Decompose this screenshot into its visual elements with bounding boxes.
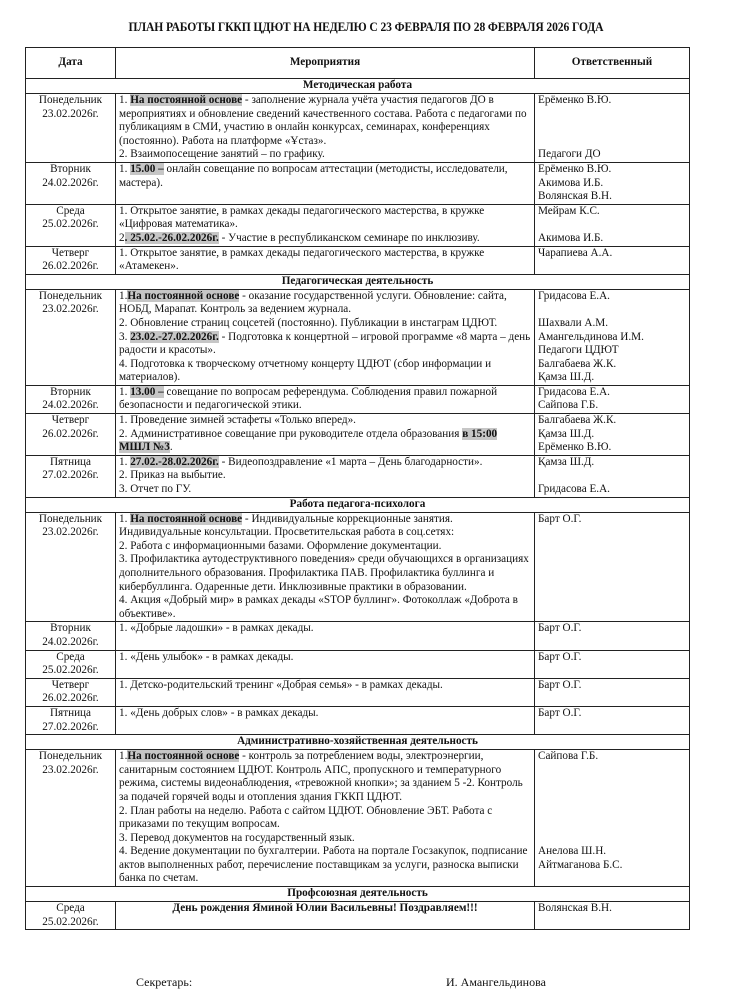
spacer xyxy=(538,108,686,122)
spacer xyxy=(538,805,686,819)
header-responsible: Ответственный xyxy=(535,48,690,79)
table-row xyxy=(26,706,690,734)
events-cell xyxy=(116,706,535,734)
work-plan-table xyxy=(25,47,690,930)
event-number: 2 xyxy=(119,231,125,244)
event-item xyxy=(119,317,531,331)
responsible-person: Педагоги ЦДЮТ xyxy=(538,344,619,357)
events-cell xyxy=(116,162,535,204)
table-row xyxy=(26,650,690,678)
responsible-person: Барт О.Г. xyxy=(538,706,582,719)
date-value: 24.02.2026г. xyxy=(42,399,99,412)
event-text: 3. Отчет по ГУ. xyxy=(119,483,192,496)
responsible-person: Қамза Ш.Д. xyxy=(538,455,595,468)
responsible-person: Балгабаева Ж.К. xyxy=(538,414,617,427)
responsible-cell xyxy=(535,650,690,678)
responsible-cell xyxy=(535,94,690,163)
date-cell xyxy=(26,706,116,734)
responsible-person: Акимова И.Б. xyxy=(538,176,604,189)
date-cell xyxy=(26,650,116,678)
responsible-person: Акимова И.Б. xyxy=(538,231,604,244)
secretary-label: Секретарь: xyxy=(136,975,193,989)
day-name: Вторник xyxy=(50,162,91,175)
section-header-row xyxy=(26,497,690,512)
event-text: 1. «День улыбок» - в рамках декады. xyxy=(119,650,294,663)
event-text: - контроль за потреблением воды, электроэнергии, санитарным состоянием ЦДЮТ. Контроль АПС, пропускного и температурного режима, системы видеонаблюдения, «тревожной кнопки»; за зданием 5 -2. Контроль за подачей горячей воды и отопления здания ГККП ЦДЮТ. xyxy=(119,750,523,803)
date-cell xyxy=(26,204,116,246)
responsible-person: Қамза Ш.Д. xyxy=(538,371,595,384)
table-header-row xyxy=(26,48,690,79)
spacer xyxy=(538,121,686,135)
highlighted-text: 15.00 – xyxy=(130,162,164,175)
event-item xyxy=(119,540,531,554)
secretary-name: И. Амангельдинова xyxy=(446,975,546,989)
table-row xyxy=(26,162,690,204)
event-item xyxy=(119,513,531,540)
event-item xyxy=(119,483,531,497)
highlighted-text: На постоянной основе xyxy=(130,512,243,525)
event-text: 1. Открытое занятие, в рамках декады педагогического мастерства, в кружке «Цифровая математика». xyxy=(119,204,485,231)
event-text: - Видеопоздравление «1 марта – День благодарности». xyxy=(218,455,483,468)
table-row xyxy=(26,289,690,385)
responsible-cell xyxy=(535,750,690,887)
event-text: - Индивидуальные коррекционные занятия. Индивидуальные консультации. Просветительская работа в соц.сетях: xyxy=(119,512,455,539)
event-text: 4. Подготовка к творческому отчетному концерту ЦДЮТ (сбор информации и материалов). xyxy=(119,357,492,384)
date-value: 27.02.2026г. xyxy=(42,720,99,733)
section-title: Педагогическая деятельность xyxy=(26,274,690,289)
date-value: 26.02.2026г. xyxy=(42,427,99,440)
responsible-cell xyxy=(535,455,690,497)
responsible-person: Ерёменко В.Ю. xyxy=(538,162,612,175)
event-text: - оказание государственной услуги. Обновление: сайта, НОБД, Марапат. Контроль за ведением журнала. xyxy=(119,289,507,316)
spacer xyxy=(538,135,686,149)
document-title: ПЛАН РАБОТЫ ГККП ЦДЮТ НА НЕДЕЛЮ С 23 ФЕВРАЛЯ ПО 28 ФЕВРАЛЯ 2026 ГОДА xyxy=(128,20,604,34)
day-name: Среда xyxy=(56,650,85,663)
responsible-person: Волянская В.Н. xyxy=(538,902,612,915)
event-text: 1. Детско-родительский тренинг «Добрая семья» - в рамках декады. xyxy=(119,678,443,691)
spacer xyxy=(538,791,686,805)
section-title: Работа педагога-психолога xyxy=(26,497,690,512)
day-name: Четверг xyxy=(51,414,90,427)
day-name: Вторник xyxy=(50,385,91,398)
date-cell xyxy=(26,622,116,650)
event-text: 2. Административное совещание при руководителе отдела образования xyxy=(119,427,463,440)
event-number: 1. xyxy=(119,512,131,525)
event-item xyxy=(119,148,531,162)
event-item xyxy=(119,428,531,455)
responsible-person: Педагоги ДО xyxy=(538,148,601,161)
event-text: - заполнение журнала учёта участия педагогов ДО в мероприятиях и обновление сведений качественного состава. Работа с педагогами по публикациям в СМИ, участию в онлайн конкурсах, семинарах, конференциях (постоянно). Работа на платформе «Ұстаз». xyxy=(119,94,527,147)
event-item xyxy=(119,651,531,665)
event-text: День рождения Яминой Юлии Васильевны! Поздравляем!!! xyxy=(172,902,478,915)
responsible-person: Сайпова Г.Б. xyxy=(538,399,599,412)
event-text: 2. Приказ на выбытие. xyxy=(119,469,226,482)
event-number: 1. xyxy=(119,385,131,398)
event-item xyxy=(119,594,531,621)
events-cell xyxy=(116,650,535,678)
responsible-person: Шахвали А.М. xyxy=(538,316,609,329)
events-cell xyxy=(116,204,535,246)
spacer xyxy=(538,818,686,832)
event-text: 4. Акция «Добрый мир» в рамках декады «STOP буллинг». Фотоколлаж «Доброта в объективе». xyxy=(119,594,518,620)
responsible-cell xyxy=(535,246,690,274)
highlighted-text: На постоянной основе xyxy=(127,750,240,763)
responsible-person: Гридасова Е.А. xyxy=(538,289,610,302)
date-value: 25.02.2026г. xyxy=(42,218,99,231)
date-value: 26.02.2026г. xyxy=(42,260,99,273)
responsible-person: Ерёменко В.Ю. xyxy=(538,94,612,106)
event-text: - Участие в республиканском семинаре по инклюзиву. xyxy=(218,231,480,244)
day-name: Понедельник xyxy=(38,94,103,106)
event-item xyxy=(119,290,531,317)
date-cell xyxy=(26,455,116,497)
event-item xyxy=(119,805,531,832)
event-item xyxy=(119,622,531,636)
highlighted-text: На постоянной основе xyxy=(130,94,243,106)
spacer xyxy=(538,218,686,232)
day-name: Четверг xyxy=(51,678,90,691)
date-value: 25.02.2026г. xyxy=(42,915,99,928)
day-name: Пятница xyxy=(49,706,92,719)
date-value: 23.02.2026г. xyxy=(42,526,99,539)
event-item xyxy=(119,845,531,886)
responsible-person: Ерёменко В.Ю. xyxy=(538,441,612,454)
highlighted-text: 23.02.-27.02.2026г. xyxy=(130,330,219,343)
events-cell xyxy=(116,678,535,706)
table-row xyxy=(26,455,690,497)
table-row xyxy=(26,204,690,246)
responsible-person: Сайпова Г.Б. xyxy=(538,750,599,763)
date-value: 23.02.2026г. xyxy=(42,763,99,776)
responsible-cell xyxy=(535,414,690,456)
date-cell xyxy=(26,94,116,163)
date-cell xyxy=(26,289,116,385)
date-value: 24.02.2026г. xyxy=(42,635,99,648)
responsible-cell xyxy=(535,385,690,413)
event-text: 2. Работа с информационными базами. Оформление документации. xyxy=(119,539,442,552)
responsible-person: Мейрам К.С. xyxy=(538,204,600,217)
section-header-row xyxy=(26,79,690,94)
date-value: 26.02.2026г. xyxy=(42,692,99,705)
responsible-person: Волянская В.Н. xyxy=(538,190,612,203)
responsible-person: Гридасова Е.А. xyxy=(538,385,610,398)
highlighted-text: 13.00 – xyxy=(130,385,164,398)
table-row xyxy=(26,622,690,650)
table-row xyxy=(26,94,690,163)
events-cell xyxy=(116,414,535,456)
date-cell xyxy=(26,414,116,456)
responsible-person: Чарапиева А.А. xyxy=(538,246,613,259)
events-cell xyxy=(116,94,535,163)
event-number: 1. xyxy=(119,162,131,175)
event-number: 3. xyxy=(119,330,131,343)
event-item xyxy=(119,679,531,693)
event-item xyxy=(119,707,531,721)
responsible-cell xyxy=(535,902,690,930)
event-text: 1. «День добрых слов» - в рамках декады. xyxy=(119,706,319,719)
day-name: Пятница xyxy=(49,455,92,468)
spacer xyxy=(538,764,686,778)
date-value: 25.02.2026г. xyxy=(42,664,99,677)
highlighted-text: 27.02.-28.02.2026г. xyxy=(130,455,219,468)
event-item xyxy=(119,456,531,470)
date-cell xyxy=(26,385,116,413)
event-text: 3. Перевод документов на государственный язык. xyxy=(119,831,355,844)
day-name: Понедельник xyxy=(38,512,103,525)
spacer xyxy=(538,777,686,791)
event-item xyxy=(119,553,531,594)
highlighted-text: На постоянной основе xyxy=(127,289,240,302)
day-name: Понедельник xyxy=(38,750,103,763)
date-cell xyxy=(26,246,116,274)
event-number: 1. xyxy=(119,455,131,468)
event-item xyxy=(119,469,531,483)
event-item xyxy=(119,358,531,385)
responsible-person: Амангельдинова И.М. xyxy=(538,330,644,343)
responsible-cell xyxy=(535,512,690,622)
responsible-person: Қамза Ш.Д. xyxy=(538,427,595,440)
table-row xyxy=(26,750,690,887)
date-cell xyxy=(26,162,116,204)
section-header-row xyxy=(26,887,690,902)
event-text: 2. Обновление страниц соцсетей (постоянно). Публикации в инстаграм ЦДЮТ. xyxy=(119,316,498,329)
date-cell xyxy=(26,678,116,706)
event-item xyxy=(119,163,531,190)
responsible-cell xyxy=(535,204,690,246)
date-cell xyxy=(26,512,116,622)
event-item xyxy=(119,247,531,274)
responsible-cell xyxy=(535,162,690,204)
event-item xyxy=(119,832,531,846)
responsible-person: Барт О.Г. xyxy=(538,650,582,663)
section-title: Административно-хозяйственная деятельность xyxy=(26,735,690,750)
section-title: Профсоюзная деятельность xyxy=(26,887,690,902)
event-item xyxy=(119,94,531,148)
date-cell xyxy=(26,902,116,930)
events-cell xyxy=(116,902,535,930)
highlighted-text: в 15:00 МШЛ №3 xyxy=(119,427,498,454)
date-value: 23.02.2026г. xyxy=(42,303,99,316)
table-row xyxy=(26,246,690,274)
responsible-cell xyxy=(535,678,690,706)
spacer xyxy=(538,832,686,846)
highlighted-text: . 25.02.-26.02.2026г. xyxy=(124,231,219,244)
events-cell xyxy=(116,385,535,413)
responsible-person: Анелова Ш.Н. xyxy=(538,845,607,858)
day-name: Четверг xyxy=(51,246,90,259)
day-name: Понедельник xyxy=(38,289,103,302)
events-cell xyxy=(116,750,535,887)
events-cell xyxy=(116,512,535,622)
section-header-row xyxy=(26,274,690,289)
event-text: онлайн совещание по вопросам аттестации (методисты, исследователи, мастера). xyxy=(119,162,508,189)
event-text: 3. Профилактика аутодеструктивного поведения» среди обучающихся в организациях дополнительного образования. Профилактика ПАВ. Профилактика буллинга и кибербуллинга. Одаренные дети. Инклюзивные практики в образовании. xyxy=(119,553,529,593)
table-row xyxy=(26,678,690,706)
table-row xyxy=(26,385,690,413)
date-value: 23.02.2026г. xyxy=(42,107,99,120)
table-row xyxy=(26,902,690,930)
header-date: Дата xyxy=(26,48,116,79)
event-text: 1. Открытое занятие, в рамках декады педагогического мастерства, в кружке «Атамекен». xyxy=(119,246,485,273)
event-text: 1. «Добрые ладошки» - в рамках декады. xyxy=(119,622,314,635)
responsible-person: Барт О.Г. xyxy=(538,622,582,635)
section-title: Методическая работа xyxy=(26,79,690,94)
event-text: 4. Ведение документации по бухгалтерии. Работа на портале Госзакупок, подписание актов выполненных работ, перечисление поставщикам за услуги, разноска выписки банка по счетам. xyxy=(119,845,528,885)
table-row xyxy=(26,512,690,622)
table-row xyxy=(26,414,690,456)
event-item xyxy=(119,750,531,804)
event-text-tail: . xyxy=(169,441,173,454)
event-text: 1. Проведение зимней эстафеты «Только вперед». xyxy=(119,414,356,427)
event-item xyxy=(119,205,531,232)
events-cell xyxy=(116,289,535,385)
day-name: Вторник xyxy=(50,622,91,635)
spacer xyxy=(538,469,686,483)
event-item xyxy=(119,902,531,916)
date-value: 27.02.2026г. xyxy=(42,469,99,482)
event-number: 1. xyxy=(119,289,128,302)
date-cell xyxy=(26,750,116,887)
responsible-person: Гридасова Е.А. xyxy=(538,483,610,496)
event-item xyxy=(119,386,531,413)
responsible-person: Балгабаева Ж.К. xyxy=(538,357,617,370)
event-item xyxy=(119,414,531,428)
spacer xyxy=(538,303,686,317)
responsible-person: Барт О.Г. xyxy=(538,678,582,691)
responsible-cell xyxy=(535,622,690,650)
event-text: 2. Взаимопосещение занятий – по графику. xyxy=(119,148,325,161)
section-header-row xyxy=(26,735,690,750)
responsible-cell xyxy=(535,289,690,385)
responsible-person: Айтмаганова Б.С. xyxy=(538,858,623,871)
event-text: - Подготовка к концертной – игровой программе «8 марта – день радости и красоты». xyxy=(119,330,531,357)
table-body xyxy=(26,79,690,930)
day-name: Среда xyxy=(56,204,85,217)
event-item xyxy=(119,232,531,246)
event-number: 1. xyxy=(119,94,131,106)
date-value: 24.02.2026г. xyxy=(42,176,99,189)
responsible-cell xyxy=(535,706,690,734)
events-cell xyxy=(116,622,535,650)
events-cell xyxy=(116,455,535,497)
event-item xyxy=(119,331,531,358)
event-text: 2. План работы на неделю. Работа с сайтом ЦДЮТ. Обновление ЭБТ. Работа с приказами по текущим вопросам. xyxy=(119,804,493,831)
day-name: Среда xyxy=(56,902,85,915)
events-cell xyxy=(116,246,535,274)
event-number: 1. xyxy=(119,750,128,763)
responsible-person: Барт О.Г. xyxy=(538,512,582,525)
header-events: Мероприятия xyxy=(116,48,535,79)
event-text: совещание по вопросам референдума. Соблюдения правил пожарной безопасности и педагогической этики. xyxy=(119,385,498,412)
